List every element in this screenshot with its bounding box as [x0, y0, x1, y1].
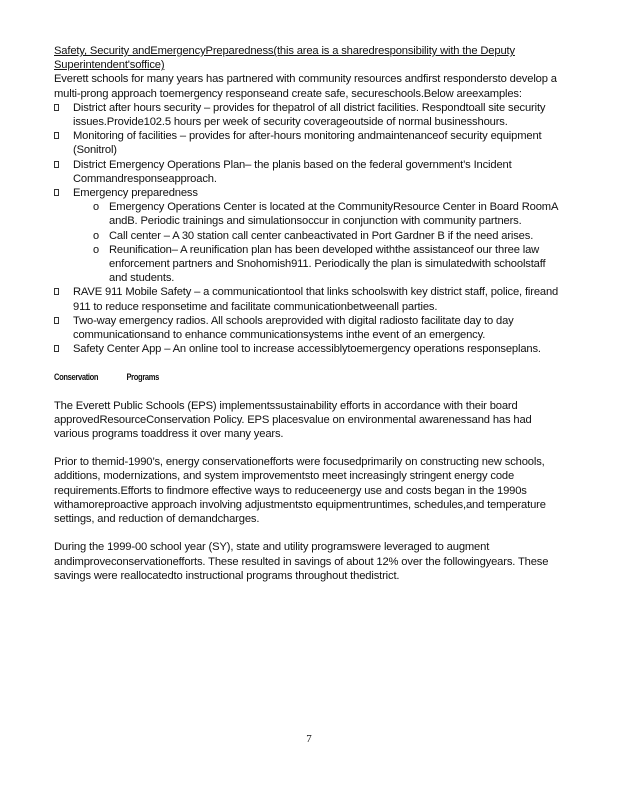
sub-list-item — [90, 200, 564, 228]
circle-bullet-icon: o — [93, 229, 99, 242]
bullet-icon — [54, 189, 59, 196]
list-item-text: Safety Center App – An online tool to increase accessiblytoemergency operations responseplans. — [73, 343, 541, 356]
conservation-title-word: Conservation — [54, 372, 99, 383]
page-number: 7 — [306, 733, 312, 745]
sub-list-item — [90, 243, 564, 286]
circle-bullet-icon: o — [93, 201, 99, 214]
sub-list-item-text: Emergency Operations Center is located at the CommunityResource Center in Board RoomA andB. Periodic trainings and simulationsoccur in conjunction with community partners. — [109, 201, 558, 228]
list-item-text: District after hours security – provides for thepatrol of all district facilities. Respondtoall site security issues.Provide102.5 hours per week of security coverageoutside of normal businesshours. — [73, 101, 546, 129]
emergency-preparedness-sublist — [73, 200, 564, 285]
safety-bullet-list — [54, 101, 564, 357]
list-item-text: Monitoring of facilities – provides for after-hours monitoring andmaintenanceof security equipment (Sonitrol) — [73, 130, 542, 157]
list-item-text: RAVE 911 Mobile Safety – a communicationtool that links schoolswith key district staff, police, fireand 911 to reduce responsetime and facilitate communicationbetweenall parties. — [73, 286, 559, 313]
list-item-text: Two-way emergency radios. All schools areprovided with digital radiosto facilitate day to day communicationsand to enhance communicationsystems inthe event of an emergency. — [73, 314, 514, 342]
circle-bullet-icon: o — [93, 243, 99, 256]
list-item-text: District Emergency Operations Plan– the planis based on the federal government’s Incident Commandresponseapproach. — [73, 158, 512, 185]
section-heading-conservation — [54, 370, 472, 384]
list-item — [54, 101, 564, 129]
document-page — [54, 44, 564, 583]
programs-title-word: Programs — [126, 372, 160, 383]
list-item — [54, 186, 564, 285]
bullet-icon — [54, 345, 59, 352]
list-item — [54, 158, 564, 186]
list-item — [54, 285, 564, 313]
bullet-icon — [54, 161, 59, 168]
bullet-icon — [54, 317, 59, 324]
sub-list-item-text: Reunification– A reunification plan has been developed withthe assistanceof our three law enforcement partners and Snohomish911. Periodically the plan is simulatedwith schoolstaff and students. — [109, 243, 546, 285]
bullet-icon — [54, 104, 59, 111]
section-heading-safety: Safety, Security andEmergencyPreparedness(this area is a sharedresponsibility with the Deputy Superintendent'soffice) — [54, 45, 515, 72]
bullet-icon — [54, 288, 59, 295]
sub-list-item — [90, 229, 564, 243]
sub-list-item-text: Call center – A 30 station call center canbeactivated in Port Gardner B if the need arises. — [109, 229, 534, 242]
bullet-icon — [54, 132, 59, 139]
conservation-paragraph: The Everett Public Schools (EPS) implementssustainability efforts in accordance with their board approvedResourceConservation Policy. EPS placesvalue on environmental awarenessand has had various programs toaddress it over many years. — [54, 399, 532, 441]
safety-intro-paragraph: Everett schools for many years has partnered with community resources andfirst respondersto develop a multi-prong approach toemergency responseand create safe, secureschools.Below areexamples: — [54, 73, 557, 100]
conservation-paragraph: During the 1999-00 school year (SY), state and utility programswere leveraged to augment andimproveconservationefforts. These resulted in savings of about 12% over the followingyears. These savings were reallocatedto instructional programs throughout thedistrict. — [54, 541, 549, 582]
list-item-text: Emergency preparedness — [73, 187, 198, 200]
list-item — [54, 129, 564, 157]
list-item — [54, 314, 564, 342]
list-item — [54, 342, 564, 356]
conservation-paragraph: Prior to themid-1990’s, energy conservationefforts were focusedprimarily on constructing new schools, additions, modernizations, and system improvementsto meet increasingly stringent energy code requirements.Efforts to findmore effective ways to reduceenergy use and costs began in the 1990s withamoreproactive approach involving adjustmentsto equipmentruntimes, schedules,and temperature settings, and reduction of demandcharges. — [54, 456, 546, 526]
